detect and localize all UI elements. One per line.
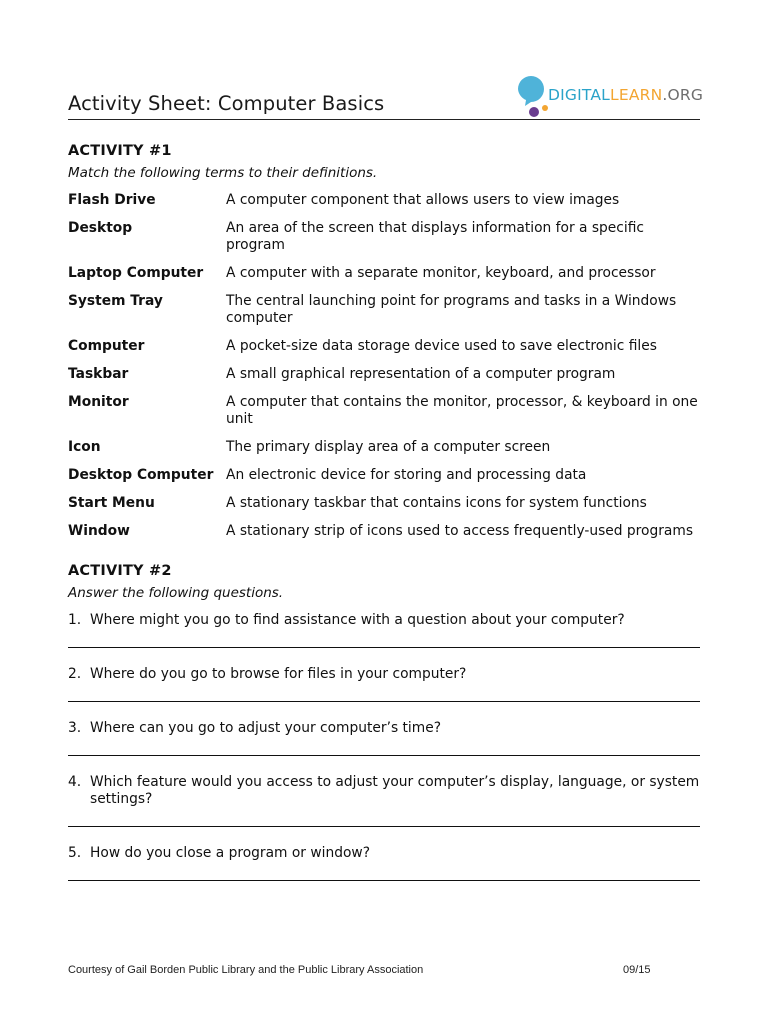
- definition-text: The central launching point for programs and tasks in a Windows computer: [226, 293, 677, 326]
- question-item: [68, 845, 700, 862]
- question-number: 4.: [68, 774, 82, 790]
- logo-learn-text: LEARN: [610, 86, 663, 104]
- term-label: Flash Drive: [68, 192, 156, 208]
- definition-text: A computer component that allows users to view images: [226, 192, 620, 208]
- activity1-heading: ACTIVITY #1: [68, 143, 172, 159]
- match-row: [68, 523, 708, 540]
- definition-text: An electronic device for storing and processing data: [226, 467, 587, 483]
- logo-wordmark: [548, 86, 703, 104]
- match-row: [68, 495, 708, 512]
- activity2-heading: ACTIVITY #2: [68, 563, 172, 579]
- question-item: [68, 612, 700, 629]
- term-label: Start Menu: [68, 495, 155, 511]
- question-text: Where do you go to browse for files in your computer?: [90, 666, 467, 682]
- match-row: [68, 192, 708, 209]
- term-label: Computer: [68, 338, 145, 354]
- term-label: Laptop Computer: [68, 265, 204, 281]
- match-row: [68, 265, 708, 282]
- term-label: Icon: [68, 439, 101, 455]
- definition-text: A stationary taskbar that contains icons for system functions: [226, 495, 647, 511]
- question-item: [68, 720, 700, 737]
- page-title: Activity Sheet: Computer Basics: [68, 92, 385, 115]
- question-item: [68, 774, 700, 808]
- match-row: [68, 366, 708, 383]
- activity2-instruction: Answer the following questions.: [68, 585, 284, 601]
- question-number: 5.: [68, 845, 82, 861]
- definition-text: A computer with a separate monitor, keyboard, and processor: [226, 265, 656, 281]
- logo-digital-text: DIGITAL: [548, 86, 610, 104]
- answer-line[interactable]: [68, 647, 700, 648]
- digitallearn-logo: [514, 72, 702, 120]
- question-text: Where might you go to find assistance with a question about your computer?: [90, 612, 625, 628]
- activity1-instruction: Match the following terms to their definitions.: [68, 165, 378, 181]
- question-text: Where can you go to adjust your computer’s time?: [90, 720, 442, 736]
- question-text: How do you close a program or window?: [90, 845, 371, 861]
- match-row: [68, 467, 708, 484]
- term-label: Taskbar: [68, 366, 129, 382]
- match-row: [68, 293, 708, 327]
- footer-credit: Courtesy of Gail Borden Public Library and the Public Library Association: [68, 964, 424, 976]
- term-label: Monitor: [68, 394, 129, 410]
- term-label: Window: [68, 523, 130, 539]
- match-row: [68, 220, 708, 254]
- term-label: System Tray: [68, 293, 163, 309]
- question-item: [68, 666, 700, 683]
- answer-line[interactable]: [68, 755, 700, 756]
- definition-text: A stationary strip of icons used to access frequently-used programs: [226, 523, 694, 539]
- match-row: [68, 394, 708, 428]
- definition-text: A computer that contains the monitor, processor, & keyboard in one unit: [226, 394, 698, 427]
- answer-line[interactable]: [68, 826, 700, 827]
- title-divider: [68, 119, 700, 120]
- footer-date: 09/15: [623, 964, 651, 976]
- question-number: 1.: [68, 612, 82, 628]
- answer-line[interactable]: [68, 880, 700, 881]
- term-label: Desktop Computer: [68, 467, 214, 483]
- definition-text: An area of the screen that displays information for a specific program: [226, 220, 644, 253]
- term-label: Desktop: [68, 220, 133, 236]
- definition-text: The primary display area of a computer screen: [226, 439, 551, 455]
- definition-text: A pocket-size data storage device used to save electronic files: [226, 338, 657, 354]
- match-row: [68, 439, 708, 456]
- logo-org-text: .ORG: [662, 86, 704, 104]
- question-list: [68, 612, 700, 881]
- question-number: 2.: [68, 666, 82, 682]
- match-row: [68, 338, 708, 355]
- question-text: Which feature would you access to adjust your computer’s display, language, or system settings?: [90, 774, 700, 807]
- definition-text: A small graphical representation of a computer program: [226, 366, 616, 382]
- matching-list: [68, 192, 708, 551]
- question-number: 3.: [68, 720, 82, 736]
- answer-line[interactable]: [68, 701, 700, 702]
